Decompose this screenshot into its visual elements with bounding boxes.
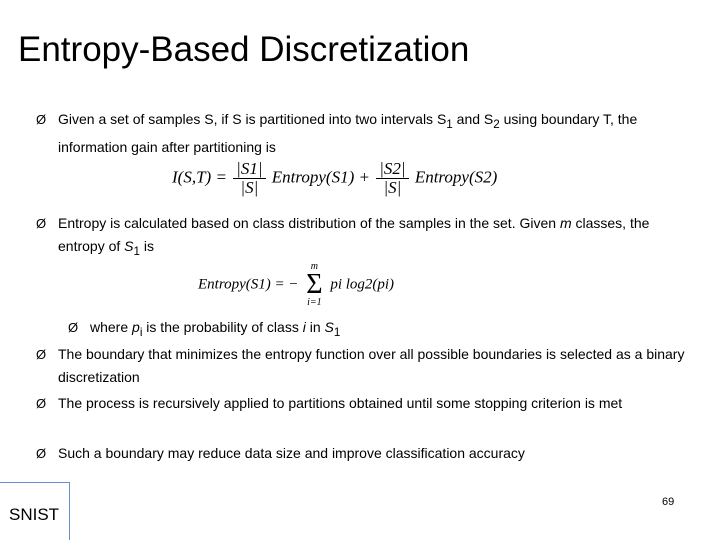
formula-rhs: pi log2(pi) bbox=[330, 276, 395, 293]
bullet-text: The process is recursively applied to partitions obtained until some stopping criterion is met bbox=[58, 395, 623, 411]
text-run: in bbox=[305, 319, 325, 335]
formula-term: Entropy(S2) bbox=[414, 167, 498, 187]
bullet-entropy bbox=[36, 212, 696, 263]
fraction-denominator: |S| bbox=[383, 178, 402, 197]
text-run: Entropy is calculated based on class distribution of the samples in the set. Given bbox=[58, 215, 560, 231]
italic-s: S bbox=[124, 238, 134, 254]
bullet-text bbox=[58, 108, 696, 159]
italic-i: i bbox=[302, 319, 306, 335]
entropy-formula bbox=[198, 262, 394, 308]
text-run: is bbox=[139, 238, 154, 254]
italic-s: S bbox=[324, 319, 334, 335]
subscript: 2 bbox=[493, 117, 500, 131]
sum-upper-limit: m bbox=[310, 261, 319, 272]
bullet-text: The boundary that minimizes the entropy function over all possible boundaries is selected as a binary discretization bbox=[58, 346, 685, 385]
subscript: 1 bbox=[446, 117, 453, 131]
bullet-arrow-icon: Ø bbox=[36, 112, 47, 127]
text-run: classes, the entropy of bbox=[58, 215, 650, 254]
subscript: 1 bbox=[333, 325, 341, 339]
bullet-arrow-icon: Ø bbox=[68, 320, 79, 335]
sum-symbol: Σ bbox=[306, 269, 323, 300]
bullet-text bbox=[90, 316, 668, 344]
fraction bbox=[233, 160, 265, 197]
bullet-arrow-icon: Ø bbox=[36, 446, 47, 461]
page-number: 69 bbox=[662, 496, 675, 508]
text-run: is the probability of class bbox=[142, 319, 303, 335]
bullet-arrow-icon: Ø bbox=[36, 396, 47, 411]
text-run: and S bbox=[452, 111, 494, 127]
formula-term: Entropy(S1) + bbox=[271, 167, 370, 187]
bullet-partition bbox=[36, 108, 696, 159]
text-run: where bbox=[90, 319, 133, 335]
slide-title: Entropy-Based Discretization bbox=[18, 30, 470, 69]
subscript: 1 bbox=[133, 244, 140, 258]
summation bbox=[306, 262, 322, 308]
bullet-boundary bbox=[36, 343, 696, 389]
footer-logo-text: SNIST bbox=[9, 505, 60, 524]
bullet-arrow-icon: Ø bbox=[36, 347, 47, 362]
information-gain-formula bbox=[172, 160, 497, 197]
fraction-numerator: |S1| bbox=[233, 160, 265, 179]
sub-bullet-probability bbox=[68, 316, 668, 344]
fraction bbox=[376, 160, 408, 197]
fraction-denominator: |S| bbox=[240, 178, 259, 197]
subscript: i bbox=[139, 325, 143, 339]
bullet-arrow-icon: Ø bbox=[36, 216, 47, 231]
text-run: using boundary T, the information gain after partitioning is bbox=[58, 111, 638, 155]
formula-lhs: I(S,T) = bbox=[172, 167, 227, 187]
formula-lhs: Entropy(S1) = − bbox=[198, 276, 299, 293]
footer-logo bbox=[0, 482, 70, 540]
italic-p: p bbox=[132, 319, 140, 335]
italic-m: m bbox=[559, 215, 572, 231]
bullet-accuracy bbox=[36, 442, 696, 465]
bullet-text: Such a boundary may reduce data size and improve classification accuracy bbox=[58, 445, 525, 461]
bullet-recursive bbox=[36, 392, 696, 415]
fraction-numerator: |S2| bbox=[376, 160, 408, 179]
bullet-text bbox=[58, 212, 696, 263]
sum-lower-limit: i=1 bbox=[307, 297, 322, 308]
text-run: Given a set of samples S, if S is partitioned into two intervals S bbox=[58, 111, 447, 127]
